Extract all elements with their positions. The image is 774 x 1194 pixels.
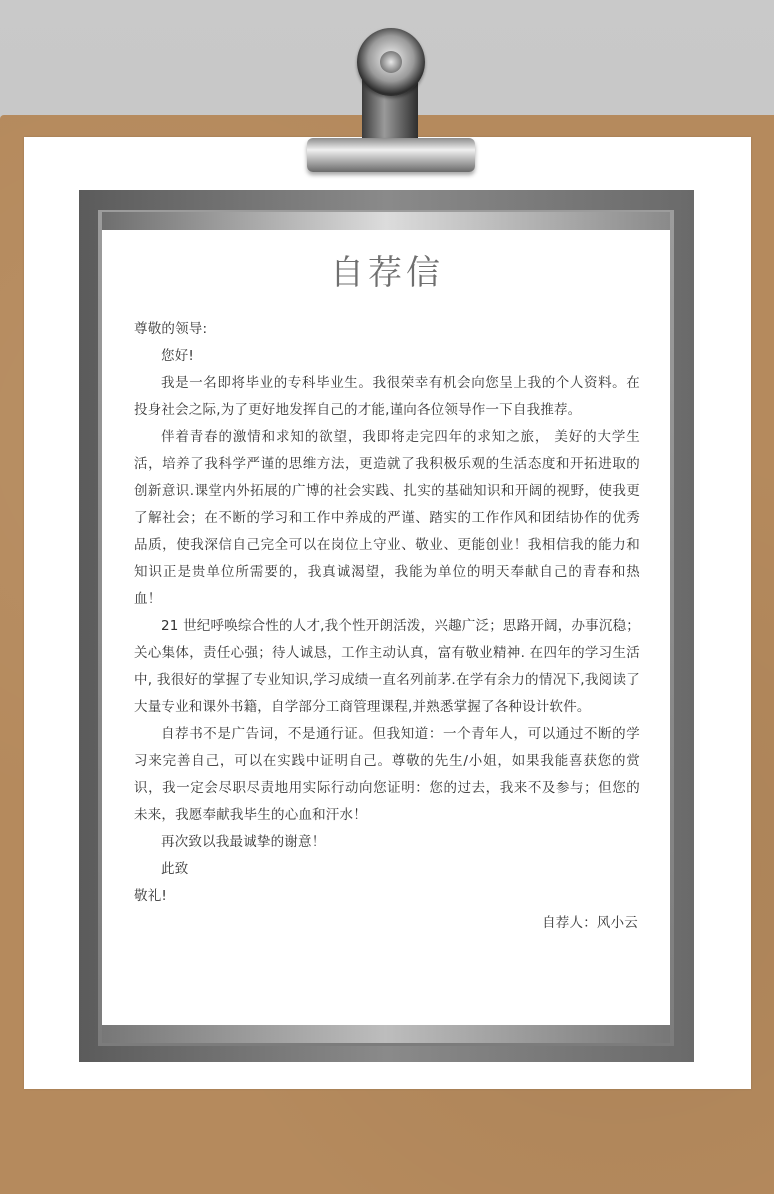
salutation: 尊敬的领导: [134,321,208,337]
paragraph-commitment: 自荐书不是广告词，不是通行证。但我知道：一个青年人，可以通过不断的学习来完善自己，可以在实践中证明自己。尊敬的先生/小姐，如果我能喜获您的赏识，我一定会尽职尽责地用实际行动向您证明：您的过去，我来不及参与；但您的未来，我愿奉献我毕生的心血和汗水！ [134,726,640,823]
paragraph-personality: 21 世纪呼唤综合性的人才,我个性开朗活泼，兴趣广泛；思路开阔，办事沉稳；关心集体，责任心强；待人诚恳，工作主动认真，富有敬业精神. 在四年的学习生活中, 我很好的掌握了专业知识,学习成绩一直名列前茅.在学有余力的情况下,我阅读了大量专业和课外书籍，自学部分工商管理课程,并熟悉掌握了各种设计软件。 [134,618,640,715]
letter-body [134,316,640,937]
frame-top-bar [102,212,670,230]
paragraph-education: 伴着青春的激情和求知的欲望，我即将走完四年的求知之旅， 美好的大学生活，培养了我科学严谨的思维方法，更造就了我积极乐观的生活态度和开拓进取的创新意识.课堂内外拓展的广博的社会实践、扎实的基础知识和开阔的视野，使我更了解社会；在不断的学习和工作中养成的严谨、踏实的工作作风和团结协作的优秀品质，使我深信自己完全可以在岗位上守业、敬业、更能创业！我相信我的能力和知识正是贵单位所需要的，我真诚渴望，我能为单位的明天奉献自己的青春和热血！ [134,429,640,607]
greeting: 您好! [161,348,195,364]
thanks-line: 再次致以我最诚挚的谢意！ [161,834,326,850]
regards-line: 敬礼! [134,888,168,904]
letter-title: 自荐信 [330,253,444,293]
paragraph-intro: 我是一名即将毕业的专科毕业生。我很荣幸有机会向您呈上我的个人资料。在投身社会之际,为了更好地发挥自己的才能,谨向各位领导作一下自我推荐。 [134,375,640,418]
frame-bottom-bar [102,1025,670,1043]
clip-hole [380,51,402,73]
clip-base [307,138,475,172]
letter-content [134,248,640,937]
closing-line: 此致 [161,861,189,877]
signature: 自荐人：风小云 [542,915,638,931]
